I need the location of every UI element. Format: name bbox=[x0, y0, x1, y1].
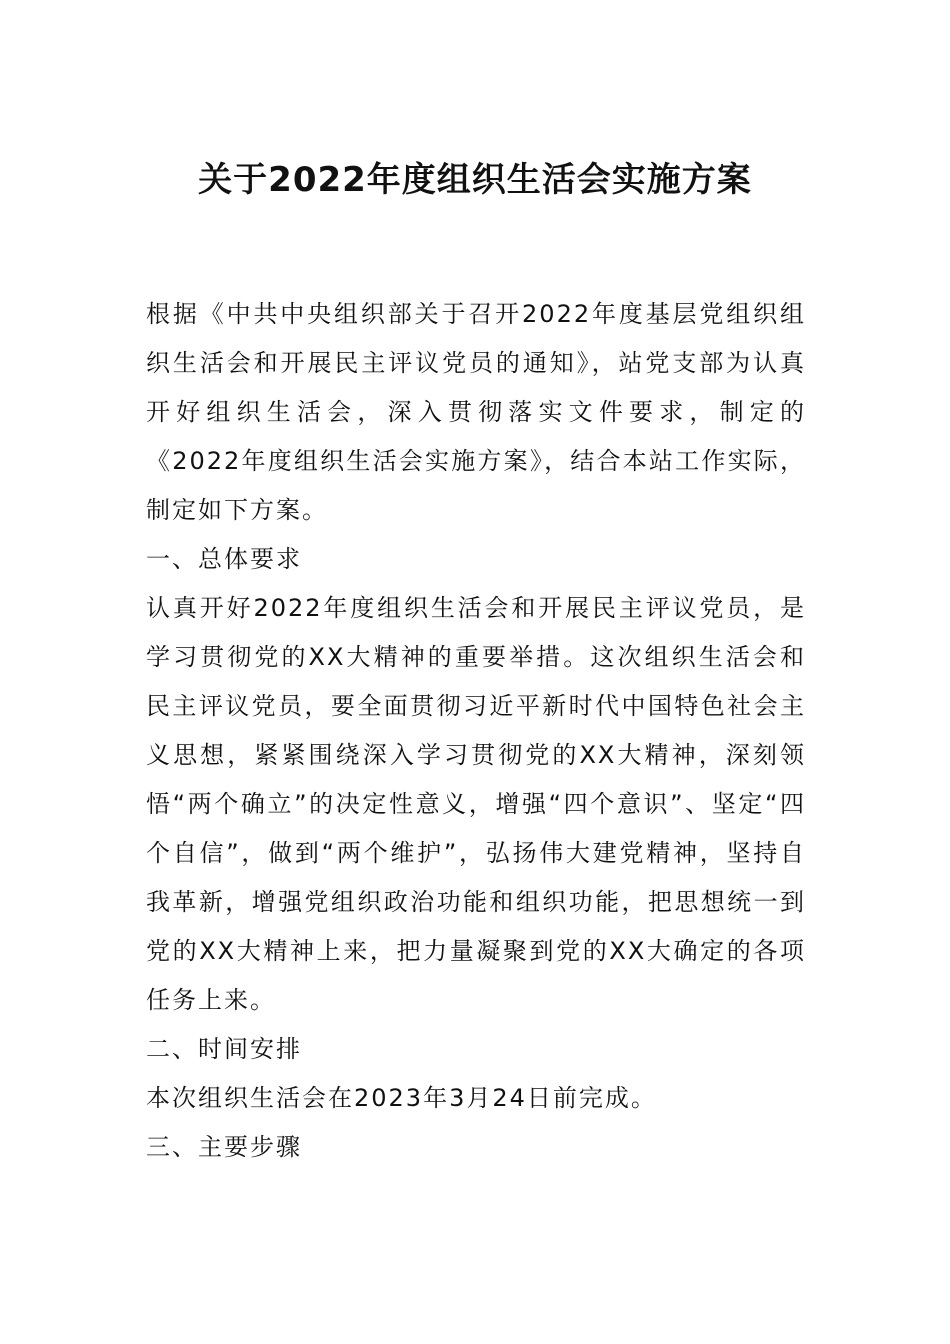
intro-paragraph: 根据《中共中央组织部关于召开2022年度基层党组织组织生活会和开展民主评议党员的通知》，站党支部为认真开好组织生活会，深入贯彻落实文件要求，制定的《2022年度组织生活会实施方案》，结合本站工作实际，制定如下方案。 bbox=[146, 300, 806, 524]
section-heading-schedule: 二、时间安排 bbox=[146, 1035, 302, 1063]
general-requirements-paragraph: 认真开好2022年度组织生活会和开展民主评议党员，是学习贯彻党的XX大精神的重要举措。这次组织生活会和民主评议党员，要全面贯彻习近平新时代中国特色社会主义思想，紧紧围绕深入学习贯彻党的XX大精神，深刻领悟“两个确立”的决定性意义，增强“四个意识”、坚定“四个自信”，做到“两个维护”，弘扬伟大建党精神，坚持自我革新，增强党组织政治功能和组织功能，把思想统一到党的XX大精神上来，把力量凝聚到党的XX大确定的各项任务上来。 bbox=[146, 594, 806, 1014]
section-heading-general-requirements: 一、总体要求 bbox=[146, 545, 302, 573]
document-title: 关于2022年度组织生活会实施方案 bbox=[198, 160, 752, 200]
schedule-paragraph: 本次组织生活会在2023年3月24日前完成。 bbox=[146, 1084, 657, 1112]
section-heading-main-steps: 三、主要步骤 bbox=[146, 1133, 302, 1161]
document-body bbox=[146, 290, 806, 1172]
